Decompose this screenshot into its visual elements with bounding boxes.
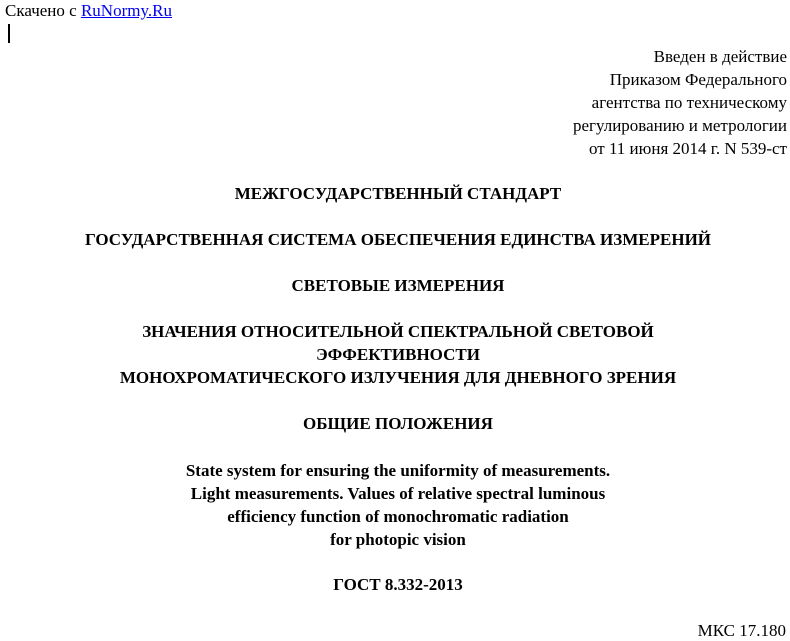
gost-number (0, 573, 790, 596)
subtitle-heading (0, 412, 790, 435)
enactment-line: Приказом Федерального (609, 70, 787, 89)
gost-number-text: ГОСТ 8.332-2013 (333, 575, 463, 594)
english-title-line: State system for ensuring the uniformity of measurements. (185, 461, 611, 480)
enactment-line: регулированию и метрологии (572, 116, 787, 135)
subtitle-text: ОБЩИЕ ПОЛОЖЕНИЯ (303, 414, 493, 433)
section-heading (0, 274, 790, 297)
source-prefix: Скачено с (5, 1, 81, 20)
english-title-line: Light measurements. Values of relative spectral luminous (190, 484, 606, 503)
title-line: ЗНАЧЕНИЯ ОТНОСИТЕЛЬНОЙ СПЕКТРАЛЬНОЙ СВЕТОВОЙ (142, 322, 654, 341)
system-name-heading (0, 228, 790, 251)
system-name-text: ГОСУДАРСТВЕННАЯ СИСТЕМА ОБЕСПЕЧЕНИЯ ЕДИНСТВА ИЗМЕРЕНИЙ (84, 230, 712, 249)
text-cursor (8, 24, 10, 43)
title-line: ЭФФЕКТИВНОСТИ (316, 345, 480, 364)
mks-code: МКС 17.180 (697, 621, 786, 640)
enactment-line: агентства по техническому (591, 93, 787, 112)
document-title (0, 320, 790, 389)
section-text: СВЕТОВЫЕ ИЗМЕРЕНИЯ (291, 276, 505, 295)
enactment-line: от 11 июня 2014 г. N 539-ст (588, 139, 787, 158)
standard-type-text: МЕЖГОСУДАРСТВЕННЫЙ СТАНДАРТ (234, 184, 562, 203)
enactment-block (573, 45, 787, 160)
title-line: МОНОХРОМАТИЧЕСКОГО ИЗЛУЧЕНИЯ ДЛЯ ДНЕВНОГО ЗРЕНИЯ (119, 368, 677, 387)
standard-type-heading (0, 182, 790, 205)
source-link[interactable]: RuNormy.Ru (80, 1, 172, 20)
english-title-line: efficiency function of monochromatic radiation (227, 507, 569, 526)
source-line (5, 1, 172, 21)
english-title-line: for photopic vision (330, 530, 466, 549)
english-title (0, 459, 790, 551)
enactment-line: Введен в действие (653, 47, 787, 66)
